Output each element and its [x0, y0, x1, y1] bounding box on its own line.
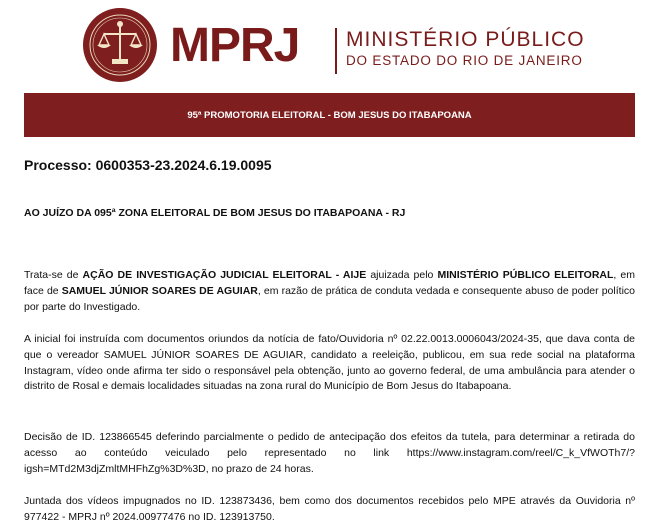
- text: Trata-se de: [24, 269, 83, 281]
- process-number: Processo: 0600353-23.2024.6.19.0095: [24, 157, 272, 173]
- paragraph-inicial: A inicial foi instruída com documentos oriundos da notícia de fato/Ouvidoria nº 02.22.0013.0006043/2024-35, que dava conta de que o vereador SAMUEL JÚNIOR SOARES DE AGUIAR, candidato a reeleição, publicou, em sua rede social na plataforma Instagram, vídeo onde afirma ter sido o responsável pela obtenção, junto ao governo federal, de uma ambulância para atender o distrito de Rosal e demais localidades situadas na zona rural do Município de Bom Jesus do Itabapoana.: [24, 333, 635, 393]
- text: , em face de: [24, 269, 636, 297]
- text: ajuizada pelo: [366, 269, 438, 281]
- paragraph-intro: [24, 268, 635, 315]
- text: , em razão de prática de conduta vedada e consequente abuso de poder político por parte do Investigado.: [24, 284, 635, 313]
- mprj-logo-text: MPRJ: [170, 19, 300, 72]
- logo-divider: [335, 28, 337, 74]
- org-name-line2: DO ESTADO DO RIO DE JANEIRO: [346, 53, 583, 68]
- plaintiff: MINISTÉRIO PÚBLICO ELEITORAL: [437, 269, 614, 281]
- org-name-line1: MINISTÉRIO PÚBLICO: [346, 28, 585, 51]
- action-type: AÇÃO DE INVESTIGAÇÃO JUDICIAL ELEITORAL - AIJE: [82, 269, 367, 281]
- header: [0, 0, 657, 92]
- addressee: AO JUÍZO DA 095ª ZONA ELEITORAL DE BOM JESUS DO ITABAPOANA - RJ: [24, 207, 406, 219]
- paragraph-juntada: Juntada dos vídeos impugnados no ID. 123873436, bem como dos documentos recebidos pelo MPE através da Ouvidoria nº 977422 - MPRJ nº 2024.00977476 no ID. 123913750.: [24, 495, 635, 523]
- paragraph-decisao: Decisão de ID. 123866545 deferindo parcialmente o pedido de antecipação dos efeitos da tutela, para determinar a retirada do acesso ao conteúdo veiculado pelo representado no link https://www.instagram.com/reel/C_k_VfWOTh7/?igsh=MTd2M3djZmltMHFhZg%3D%3D, no prazo de 24 horas.: [24, 431, 635, 475]
- defendant: SAMUEL JÚNIOR SOARES DE AGUIAR: [61, 284, 258, 297]
- promotoria-banner: 95ª PROMOTORIA ELEITORAL - BOM JESUS DO ITABAPOANA: [24, 93, 635, 137]
- mprj-seal-icon: [82, 7, 158, 83]
